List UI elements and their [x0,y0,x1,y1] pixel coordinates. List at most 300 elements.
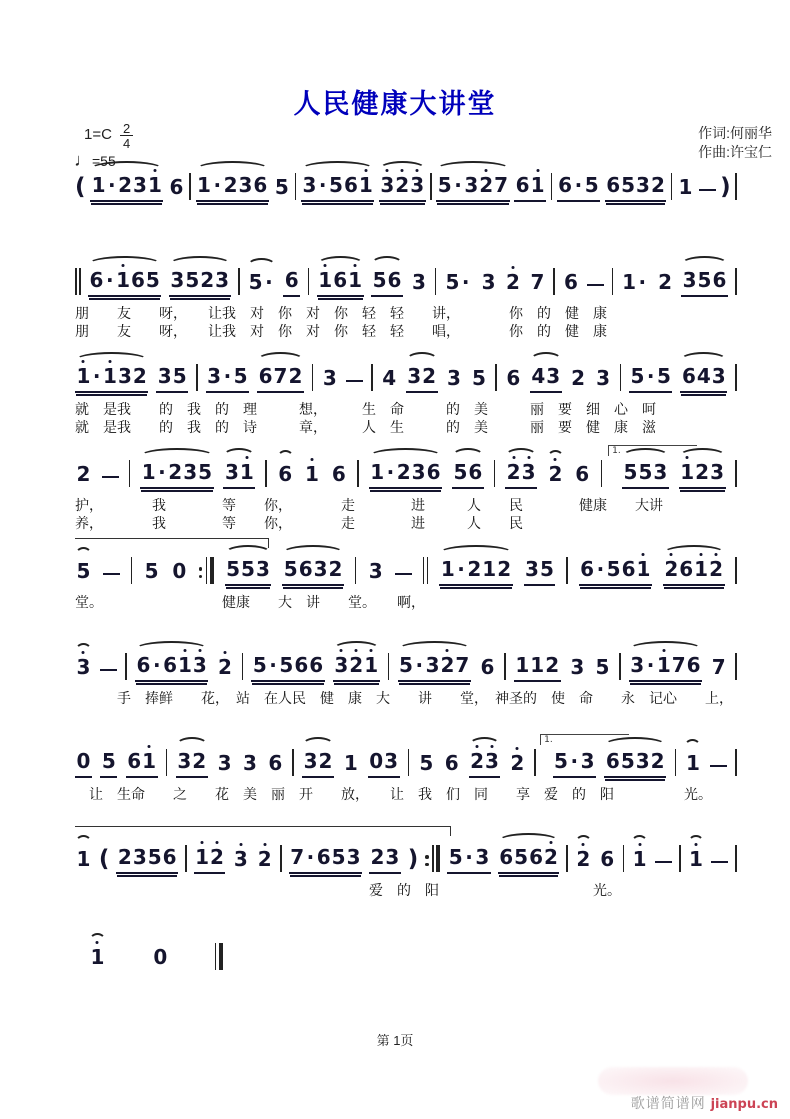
note-digit: 6 [564,270,578,294]
duration-dash [699,189,716,192]
barline [612,268,614,295]
note-digit: 3 [411,270,426,294]
note-digit: 6 [712,268,727,292]
note-digit: 1 [103,364,117,388]
barline [504,653,506,680]
barline [189,173,191,200]
note-digit: 2 [506,460,521,484]
barline [75,268,77,295]
note-digit: 3 [411,460,426,484]
note-group [398,654,471,682]
note-group [140,461,213,489]
note-digit: 6 [316,845,331,869]
note-digit: 3 [242,751,257,775]
barline [619,653,621,680]
barline [495,364,497,391]
note-group [232,848,249,874]
note-digit: 7 [671,653,686,677]
note-digit: 6 [515,173,530,197]
note-group [168,176,185,202]
note-digit: 6 [331,462,346,486]
augmentation-dot: · [269,653,277,677]
note-digit: 3 [546,364,561,388]
note-digit: 7 [290,845,305,869]
note-digit: 2 [257,847,272,871]
note-group [89,946,106,972]
note-group [594,656,611,682]
music-line [75,168,737,202]
note-digit: 1 [239,460,254,484]
note-digit: 6 [131,268,145,292]
music-line [75,552,737,610]
barline [355,557,357,584]
note-digit: 1 [656,653,671,677]
barline [215,943,217,970]
note-group [369,461,442,489]
note-group [371,269,403,297]
note-group [418,752,435,778]
note-digit: 6 [258,364,273,388]
note-digit: 1 [147,173,162,197]
key-signature [84,121,133,151]
barline [295,173,297,200]
note-digit: 2 [709,557,724,581]
note-group [621,271,650,297]
note-group [257,365,304,393]
note-digit: 5 [453,460,468,484]
note-digit: 3 [380,173,395,197]
note-digit: 6 [681,364,696,388]
augmentation-dot: · [318,173,327,197]
note-group [505,271,522,297]
note-digit: 5 [283,557,298,581]
note-digit: 6 [468,460,483,484]
note-digit: 6 [575,462,590,486]
lyrics-line: 让 生命 之 花 美 丽 开 放， 让 我 们 同 享 爱 的 阳 光。 [75,786,712,802]
note-digit: 3 [207,364,222,388]
augmentation-dot: · [223,364,232,388]
barline [620,364,622,391]
note-digit: 1 [358,173,373,197]
note-group [569,656,586,682]
duration-dash [100,669,117,672]
note-digit: 1 [141,460,156,484]
note-digit: 5 [606,557,621,581]
augmentation-dot: · [638,270,647,294]
note-digit: 2 [370,845,385,869]
note-digit: 5 [623,460,638,484]
note-digit: 6 [621,557,636,581]
barline [166,749,168,776]
page-number: 第 1页 [376,1033,414,1048]
note-group [444,271,473,297]
barline [494,460,496,487]
note-group [509,752,526,778]
note-group [574,463,591,489]
note-digit: 3 [313,557,328,581]
note-digit: 2 [218,655,232,679]
note-group [524,558,556,586]
note-digit: 3 [710,460,724,484]
barline [671,173,673,200]
note-group [631,848,648,874]
note-digit: 6 [136,653,151,677]
note-digit: 5 [226,557,241,581]
music-row [75,359,737,393]
augmentation-dot: · [454,173,462,197]
note-digit: 1 [305,462,319,486]
note-digit: 3 [346,845,361,869]
note-group [563,271,580,297]
note-digit: 3 [192,653,207,677]
note-group [289,846,362,874]
note-digit: 1 [636,557,651,581]
note-digit: 5 [252,653,267,677]
thick-barline [219,943,223,970]
music-line [75,359,737,435]
note-digit: 4 [382,366,397,390]
note-digit: 5 [595,655,610,679]
note-digit: 5 [76,559,91,583]
barline [292,749,294,776]
note-digit: 2 [470,749,484,773]
open-paren: ( [98,846,110,872]
repeat-end-barline [425,845,440,874]
note-digit: 2 [288,364,303,388]
augmentation-dot: · [158,460,166,484]
note-group [100,750,117,778]
note-group [116,846,178,874]
note-digit: 0 [172,559,187,583]
note-digit: 6 [294,653,309,677]
note-digit: 1 [685,751,700,775]
augmentation-dot: · [306,845,315,869]
note-group [169,269,231,297]
note-digit: 2 [658,270,673,294]
note-group [369,846,401,874]
duration-dash [711,861,728,864]
note-digit: 3 [132,845,147,869]
augmentation-dot: · [465,845,473,869]
note-digit: 1 [348,268,363,292]
note-group [75,463,92,489]
watermark-site-name: 歌谱简谱网 [630,1095,711,1111]
note-group [301,174,374,202]
key-label: 1=C [84,126,112,143]
note-group [90,174,163,202]
barline [357,460,359,487]
note-digit: 2 [497,557,512,581]
barline [423,557,425,584]
lyrics-line: 朋 友 呀， 让我 对 你 对 你 轻 轻 唱， 你 的 健 康 [75,323,607,339]
music-row [75,168,737,202]
lyrics-line: 手 捧鲜 花， 站 在人民 健 康 大 讲 堂， 神圣的 使 命 永 记心 上， [75,690,733,706]
note-digit: 4 [531,364,546,388]
note-digit: 2 [223,173,238,197]
note-digit: 1 [632,847,647,871]
note-digit: 5 [241,557,255,581]
augmentation-dot: · [461,270,470,294]
lyrics-block [75,594,737,610]
note-digit: 3 [635,749,650,773]
note-digit: 2 [664,557,679,581]
duration-dash [710,765,727,768]
note-digit: 3 [580,749,595,773]
credits [698,124,772,162]
barline [430,173,432,200]
repeat-dots [199,567,203,578]
lyrics-block [75,305,737,339]
note-group [529,271,546,297]
note-digit: 0 [153,945,168,969]
augmentation-dot: · [108,173,116,197]
note-digit: 5 [471,366,486,390]
double-barline [75,268,81,297]
note-group [688,848,705,874]
note-digit: 2 [168,460,183,484]
note-group [679,461,726,489]
duration-dash [587,284,604,287]
note-group [605,174,667,202]
music-line [75,648,737,706]
note-digit: 3 [224,460,239,484]
augmentation-dot: · [213,173,222,197]
note-group [176,750,208,778]
note-group [595,367,612,393]
note-group [514,174,546,202]
note-digit: 5 [620,749,635,773]
note-digit: 5 [539,557,554,581]
note-digit: 2 [440,653,455,677]
note-digit: 3 [76,655,91,679]
note-digit: 3 [133,173,147,197]
note-digit: 5 [372,268,387,292]
note-digit: 3 [636,173,650,197]
phrase-bracket [75,826,451,836]
music-row [75,735,737,778]
note-digit: 3 [217,751,232,775]
repeat-dots [425,855,429,866]
barline [371,364,373,391]
note-digit: 2 [396,460,411,484]
note-group [206,365,249,393]
note-digit: 2 [200,268,215,292]
note-digit: 5 [279,653,294,677]
note-digit: 5 [657,364,671,388]
note-digit: 5 [638,460,653,484]
note-group [368,750,400,778]
note-digit: 1 [678,175,693,199]
note-group [241,752,258,778]
note-digit: 5 [445,270,460,294]
note-digit: 2 [506,270,520,294]
barline [427,557,429,584]
note-digit: 2 [650,173,665,197]
phrase-bracket [75,538,269,548]
note-digit: 6 [169,175,184,199]
note-digit: 6 [444,751,459,775]
note-group [225,558,272,586]
note-digit: 4 [696,364,711,388]
note-digit: 1 [622,270,636,294]
note-digit: 3 [475,845,490,869]
note-digit: 3 [521,460,536,484]
composer-credit: 作曲:许宝仁 [698,144,772,160]
note-digit: 6 [605,749,620,773]
note-digit: 3 [630,653,645,677]
barline [679,845,681,872]
augmentation-dot: · [386,460,395,484]
close-paren: ) [407,846,419,872]
note-group [684,752,701,778]
volta-label: 1. [544,735,553,745]
note-digit: 1 [440,557,455,581]
note-group [514,654,561,682]
note-group [256,848,273,874]
barline [735,364,737,391]
barline [735,460,737,487]
note-group [302,750,334,778]
note-group [381,367,398,393]
note-digit: 6 [580,557,595,581]
note-digit: 1 [530,653,545,677]
lyrics-block [75,882,737,898]
note-group [622,461,669,489]
note-digit: 6 [268,751,283,775]
note-digit: 6 [163,653,177,677]
note-digit: 3 [410,173,425,197]
note-group [663,558,725,586]
lyrics-block [75,786,737,802]
note-digit: 6 [343,173,358,197]
note-digit: 3 [711,364,726,388]
note-digit: 6 [529,845,543,869]
note-digit: 6 [309,653,324,677]
note-digit: 2 [576,847,591,871]
note-group [710,656,727,682]
note-digit: 6 [162,845,177,869]
augmentation-dot: · [457,557,465,581]
note-group [681,269,728,297]
note-group [469,750,501,778]
note-digit: 5 [274,175,289,199]
lyrics-line: 就 是我 的 我 的 诗 章， 人 生 的 美 丽 要 健 康 滋 [75,419,656,435]
note-digit: 3 [233,847,248,871]
barline [196,364,198,391]
music-row [75,648,737,682]
barline [125,653,127,680]
note-digit: 3 [303,749,318,773]
note-group [553,750,596,778]
note-digit: 5 [621,173,636,197]
note-digit: 1 [364,653,379,677]
note-group [677,176,694,202]
note-digit: 5 [248,270,263,294]
note-digit: 6 [284,268,299,292]
note-digit: 2 [467,557,482,581]
note-digit: 2 [395,173,410,197]
note-digit: 5 [198,460,213,484]
augmentation-dot: · [574,173,583,197]
music-line [75,938,737,972]
note-digit: 0 [76,749,91,773]
note-group [321,367,338,393]
note-digit: 5 [419,751,434,775]
note-digit: 3 [238,173,253,197]
note-digit: 6 [686,653,701,677]
note-digit: 1 [482,557,497,581]
note-group [498,846,560,874]
augmentation-dot: · [92,364,101,388]
note-digit: 1 [76,364,91,388]
tempo-value: =55 [92,153,116,169]
note-group [470,367,487,393]
note-digit: 5 [331,845,346,869]
note-group [579,558,652,586]
lyrics-line: 朋 友 呀， 让我 对 你 对 你 轻 轻 讲， 你 的 健 康 [75,305,607,321]
note-group [126,750,158,778]
note-group [223,461,255,489]
note-digit: 3 [368,559,383,583]
note-digit: 6 [253,173,268,197]
note-digit: 3 [334,653,349,677]
note-digit: 1 [142,749,157,773]
note-digit: 6 [679,557,694,581]
note-group [273,176,290,202]
duration-dash [102,476,119,479]
barline [129,460,131,487]
note-group [216,752,233,778]
note-group [439,558,512,586]
barline [735,653,737,680]
note-group [171,560,188,586]
note-digit: 3 [215,268,230,292]
note-group [152,946,169,972]
note-digit: 5 [437,173,452,197]
note-digit: 3 [407,364,422,388]
note-digit: 2 [76,462,91,486]
barline [238,268,240,295]
note-digit: 3 [570,655,585,679]
note-digit: 3 [653,460,668,484]
watermark [631,1093,778,1113]
open-paren: ( [75,174,86,200]
barline [601,460,603,487]
note-group [75,848,92,874]
barline [312,364,314,391]
note-digit: 2 [545,653,560,677]
barline [432,845,434,872]
music-row [75,263,737,297]
barline [388,653,390,680]
note-digit: 5 [448,845,463,869]
music-line [75,446,737,531]
note-group [75,750,92,778]
note-group [75,560,92,586]
note-group [217,656,234,682]
note-group [447,846,490,874]
note-digit: 2 [479,173,494,197]
barline [735,845,737,872]
lyrics-block [75,497,737,531]
note-group [75,656,92,682]
note-digit: 2 [543,845,558,869]
thick-barline [436,845,440,872]
note-group [452,461,484,489]
barline [206,557,208,584]
note-digit: 1 [197,173,211,197]
lyrics-line: 就 是我 的 我 的 理 想， 生 命 的 美 丽 要 细 心 呵 [75,401,656,417]
